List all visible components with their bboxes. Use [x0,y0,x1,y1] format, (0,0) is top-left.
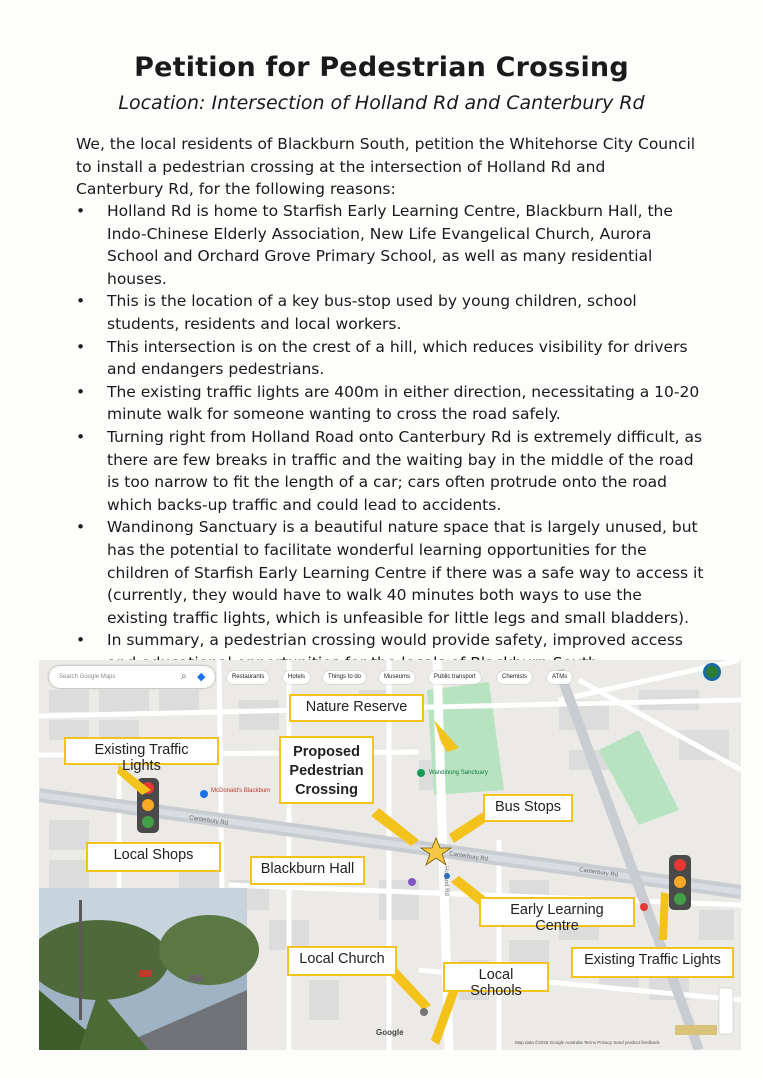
chip-things-to-do[interactable]: Things to do [323,671,366,684]
place-label: McDonald's Blackburn [211,788,271,794]
street-label: Canterbury Rd [578,867,619,879]
bullet: • [76,382,86,401]
street-label: Holland Rd [442,866,450,896]
callout-blackburn-hall: Blackburn Hall [250,856,365,885]
bullet: • [76,427,86,446]
callout-local-schools: Local Schools [443,962,549,992]
reason-text: This is the location of a key bus-stop used by young children, school students, residents and local workers. [107,292,637,333]
hall-marker [408,878,416,886]
search-icon[interactable]: ⌕ [181,671,187,682]
bullet: • [76,337,86,356]
reason-text: Turning right from Holland Road onto Canterbury Rd is extremely difficult, as there are few breaks in traffic and the waiting bay in the middle of the road is too narrow to fit the length of a car; cars often protrude onto the road which backs-up traffic and could lead to accidents. [107,427,703,514]
reason-text: The existing traffic lights are 400m in either direction, necessitating a 10-20 minute walk for someone wanting to cross the road safely. [107,382,700,424]
chip-public-transport[interactable]: Public transport [429,671,481,684]
chip-hotels[interactable]: Hotels [283,671,310,684]
list-item [76,200,706,290]
place-label: Wandinong Sanctuary [429,770,488,776]
callout-existing-traffic-lights-right: Existing Traffic Lights [571,947,734,978]
list-item [76,381,706,426]
park-marker [417,769,425,777]
street-photo [39,888,259,1050]
street-label: Canterbury Rd [448,851,489,863]
intro-paragraph: We, the local residents of Blackburn South, petition the Whitehorse City Council to install a pedestrian crossing at the intersection of Holland Rd and Canterbury Rd, for the following reasons: [76,135,696,199]
callout-bus-stops: Bus Stops [483,794,573,822]
reason-text: In summary, a pedestrian crossing would provide safety, improved access [107,631,683,650]
street-label: Canterbury Rd [188,815,229,827]
chip-restaurants[interactable]: Restaurants [227,671,269,684]
callout-local-church: Local Church [287,946,397,976]
poi-marker [640,903,648,911]
bullet: • [76,292,86,311]
chip-chemists[interactable]: Chemists [497,671,532,684]
map-search-input[interactable]: Search Google Maps [59,674,116,680]
bullet: • [76,518,86,537]
chip-museums[interactable]: Museums [379,671,415,684]
list-item [76,336,706,381]
callout-nature-reserve: Nature Reserve [289,694,424,722]
list-item [76,290,706,335]
reasons-list [76,200,706,674]
reason-text: This intersection is on the crest of a hill, which reduces visibility for drivers and endangers pedestrians. [107,337,688,379]
callout-existing-traffic-lights-left: Existing Traffic Lights [64,737,219,765]
church-marker [420,1008,428,1016]
list-item [76,516,706,629]
map-figure [39,660,741,1050]
callout-proposed-crossing: Proposed Pedestrian Crossing [279,736,374,804]
chip-atms[interactable]: ATMs [547,671,572,684]
map-footer: Map data ©2025 Google Australia Terms Privacy Send product feedback [515,1040,660,1045]
bullet: • [76,631,86,650]
callout-early-learning-centre: Early Learning Centre [479,897,635,927]
map-search-box[interactable] [49,666,215,688]
reason-text: Wandinong Sanctuary is a beautiful nature space that is largely unused, but has the potential to facilitate wonderful learning opportunities for the children of Starfish Early Learning Centre if there was a safe way to access it (currently, they would have to walk 40 minutes both ways to use the existing traffic lights, which is unfeasible for little legs and small bladders). [107,518,704,627]
page-subtitle: Location: Intersection of Holland Rd and Canterbury Rd [118,92,645,114]
callout-local-shops: Local Shops [86,842,221,872]
directions-icon[interactable]: ◆ [197,670,206,683]
bullet: • [76,202,86,220]
page-title: Petition for Pedestrian Crossing [134,52,629,83]
google-logo: Google [376,1028,404,1037]
traffic-light-right [669,855,691,910]
reason-text: Holland Rd is home to Starfish Early Learning Centre, Blackburn Hall, the Indo-Chinese Elderly Association, New Life Evangelical Church, Aurora School and Orchard Grove Primary School, as well as many residential houses. [107,202,673,288]
shop-marker [200,790,208,798]
list-item [76,426,706,516]
